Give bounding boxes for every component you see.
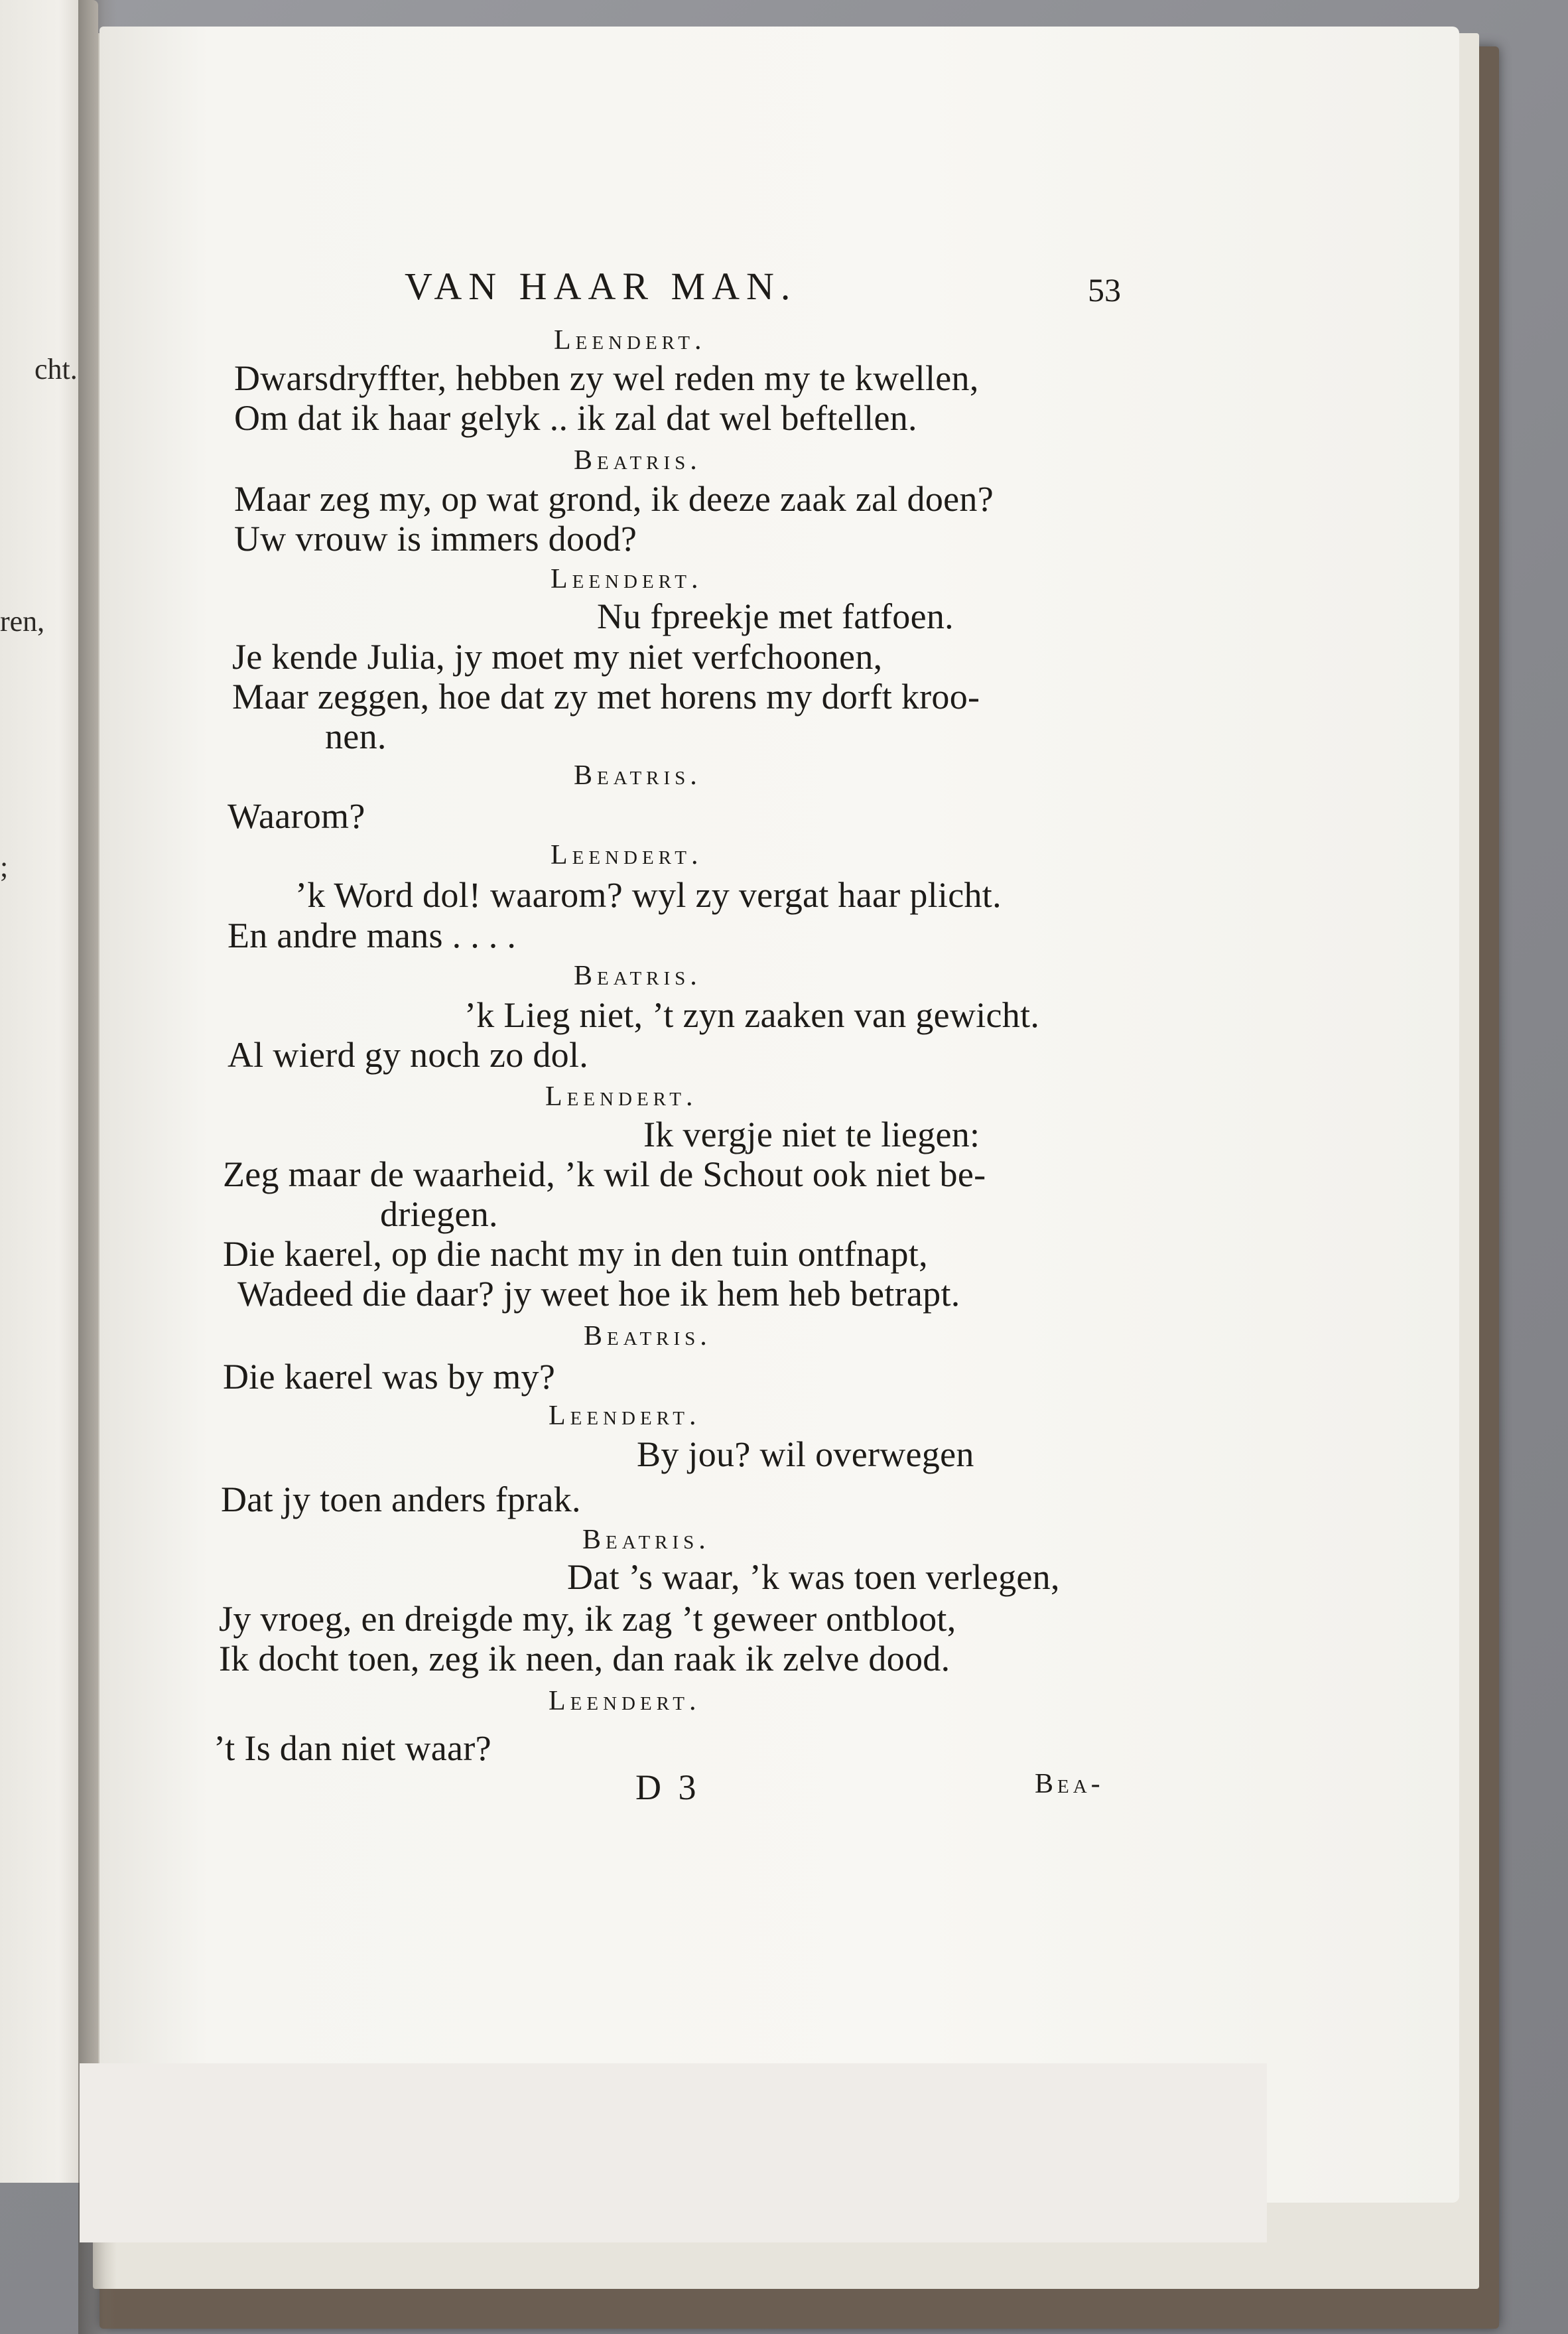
verse-line: Die kaerel, op die nacht my in den tuin ontfnapt, xyxy=(223,1234,928,1274)
left-page-fragment: ren, xyxy=(0,605,45,638)
verse-line: Ik vergje niet te liegen: xyxy=(643,1115,980,1154)
verse-line: Maar zeggen, hoe dat zy met horens my dorft kroo- xyxy=(232,677,980,717)
speaker-name: Beatris. xyxy=(574,961,702,991)
verse-line: Jy vroeg, en dreigde my, ik zag ’t geweer ontbloot, xyxy=(219,1599,956,1639)
speaker-name: Beatris. xyxy=(582,1525,710,1555)
verse-line: Al wierd gy noch zo dol. xyxy=(228,1035,589,1075)
verse-line: Dat ’s waar, ’k was toen verlegen, xyxy=(567,1557,1060,1597)
speaker-name: Leendert. xyxy=(551,840,703,870)
verse-line: By jou? wil overwegen xyxy=(637,1434,974,1474)
speaker-name: Leendert. xyxy=(549,1401,701,1431)
bottom-blank-area xyxy=(80,2063,1267,2242)
verse-line: Wadeed die daar? jy weet hoe ik hem heb betrapt. xyxy=(237,1274,960,1314)
verse-line: Nu fpreekje met fatfoen. xyxy=(597,596,954,636)
verse-line: Uw vrouw is immers dood? xyxy=(234,519,637,559)
verse-line: Dat jy toen anders fprak. xyxy=(221,1479,581,1519)
speaker-name: Beatris. xyxy=(574,760,702,791)
verse-line: ’t Is dan niet waar? xyxy=(214,1728,491,1768)
verse-line: Je kende Julia, jy moet my niet verfchoonen, xyxy=(232,637,883,677)
verse-line: Maar zeg my, op wat grond, ik deeze zaak zal doen? xyxy=(234,479,994,519)
left-page-fragment: cht. xyxy=(34,353,78,385)
verse-line: ’k Word dol! waarom? wyl zy vergat haar plicht. xyxy=(295,875,1002,915)
page-number: 53 xyxy=(1088,271,1121,309)
verse-line: Zeg maar de waarheid, ’k wil de Schout ook niet be- xyxy=(223,1154,986,1194)
left-page-fragment: ; xyxy=(0,851,9,883)
verse-line: En andre mans . . . . xyxy=(228,916,517,955)
signature-mark: D 3 xyxy=(635,1767,700,1807)
catchword: Bea- xyxy=(1035,1769,1104,1799)
verse-line: driegen. xyxy=(380,1194,498,1234)
verse-line: Die kaerel was by my? xyxy=(223,1357,556,1397)
verse-line: nen. xyxy=(325,717,387,756)
speaker-name: Leendert. xyxy=(551,564,703,594)
verse-line: Ik docht toen, zeg ik neen, dan raak ik zelve dood. xyxy=(219,1639,950,1679)
verse-line: Dwarsdryffter, hebben zy wel reden my te kwellen, xyxy=(234,358,979,398)
running-head: VAN HAAR MAN. xyxy=(405,265,797,308)
verse-line: Om dat ik haar gelyk .. ik zal dat wel beftellen. xyxy=(234,398,917,438)
speaker-name: Beatris. xyxy=(584,1321,712,1351)
speaker-name: Leendert. xyxy=(549,1686,701,1716)
speaker-name: Leendert. xyxy=(545,1081,698,1112)
verse-line: ’k Lieg niet, ’t zyn zaaken van gewicht. xyxy=(464,995,1040,1035)
speaker-name: Leendert. xyxy=(554,325,706,356)
verse-line: Waarom? xyxy=(228,796,365,836)
speaker-name: Beatris. xyxy=(574,445,702,476)
